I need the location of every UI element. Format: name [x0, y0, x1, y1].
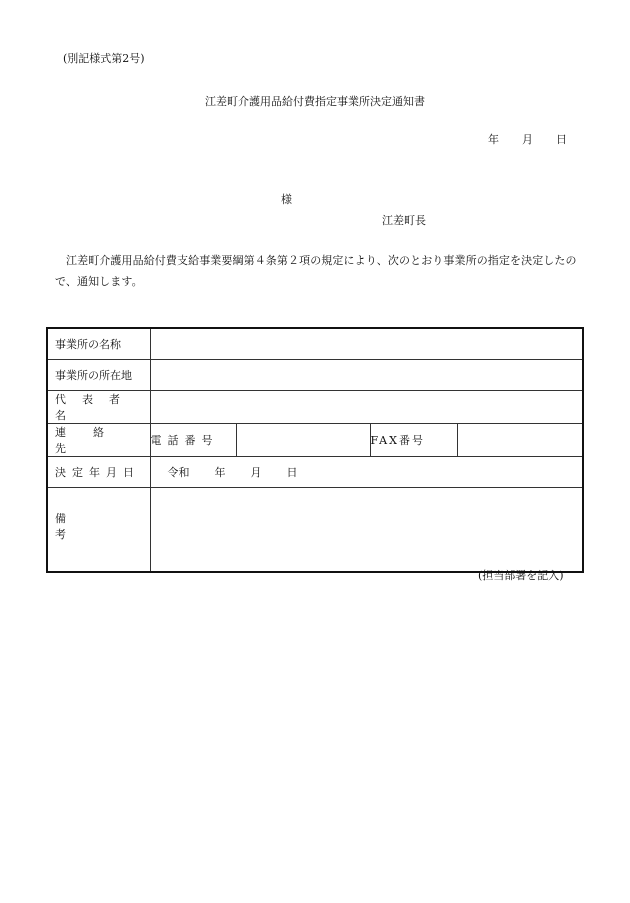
- decision-date-label-text: 決定年月日: [55, 466, 140, 479]
- issue-date-year: 年: [488, 133, 499, 146]
- representative-label-text: 代表者名: [55, 393, 136, 422]
- issue-date-day: 日: [556, 133, 567, 146]
- decision-date-era: 令和: [167, 466, 190, 479]
- table-row: [47, 360, 583, 391]
- issue-date-line: [488, 131, 567, 147]
- notice-body: 江差町介護用品給付費支給事業要綱第４条第２項の規定により、次のとおり事業所の指定を決定したので、通知します。: [55, 254, 577, 288]
- decision-date-value[interactable]: [150, 457, 583, 488]
- office-address-label: [47, 360, 150, 391]
- decision-date-year: 年: [214, 466, 226, 479]
- phone-label-text: 電話番号: [150, 434, 219, 447]
- phone-value[interactable]: [236, 424, 370, 457]
- office-name-value[interactable]: [150, 328, 583, 360]
- office-name-label: [47, 328, 150, 360]
- contact-label-text: 連絡先: [55, 426, 131, 455]
- decision-date-day: 日: [286, 466, 298, 479]
- fax-label-text: FAX番号: [370, 434, 425, 447]
- contact-label: [47, 424, 150, 457]
- issue-date-month: 月: [522, 133, 533, 146]
- table-row: [47, 391, 583, 424]
- form-number: (別記様式第2号): [63, 52, 145, 65]
- table-row: [47, 424, 583, 457]
- addressee-honorific: 様: [281, 193, 292, 206]
- footer-note: (担当部署を記入): [478, 569, 564, 582]
- fax-value[interactable]: [457, 424, 583, 457]
- phone-label: [150, 424, 236, 457]
- remarks-label-text: 備考: [55, 512, 132, 541]
- table-row: [47, 328, 583, 360]
- office-address-label-text: 事業所の所在地: [55, 369, 132, 382]
- remarks-value[interactable]: [150, 488, 583, 573]
- representative-label: [47, 391, 150, 424]
- fax-label: [370, 424, 457, 457]
- designation-table: [46, 327, 584, 573]
- decision-date-label: [47, 457, 150, 488]
- decision-date-month: 月: [250, 466, 262, 479]
- table-row: [47, 457, 583, 488]
- representative-value[interactable]: [150, 391, 583, 424]
- office-name-label-text: 事業所の名称: [55, 338, 121, 351]
- remarks-label: [47, 488, 150, 573]
- table-row: [47, 488, 583, 573]
- issuer-name: 江差町長: [382, 214, 426, 227]
- document-title: 江差町介護用品給付費指定事業所決定通知書: [205, 95, 425, 108]
- office-address-value[interactable]: [150, 360, 583, 391]
